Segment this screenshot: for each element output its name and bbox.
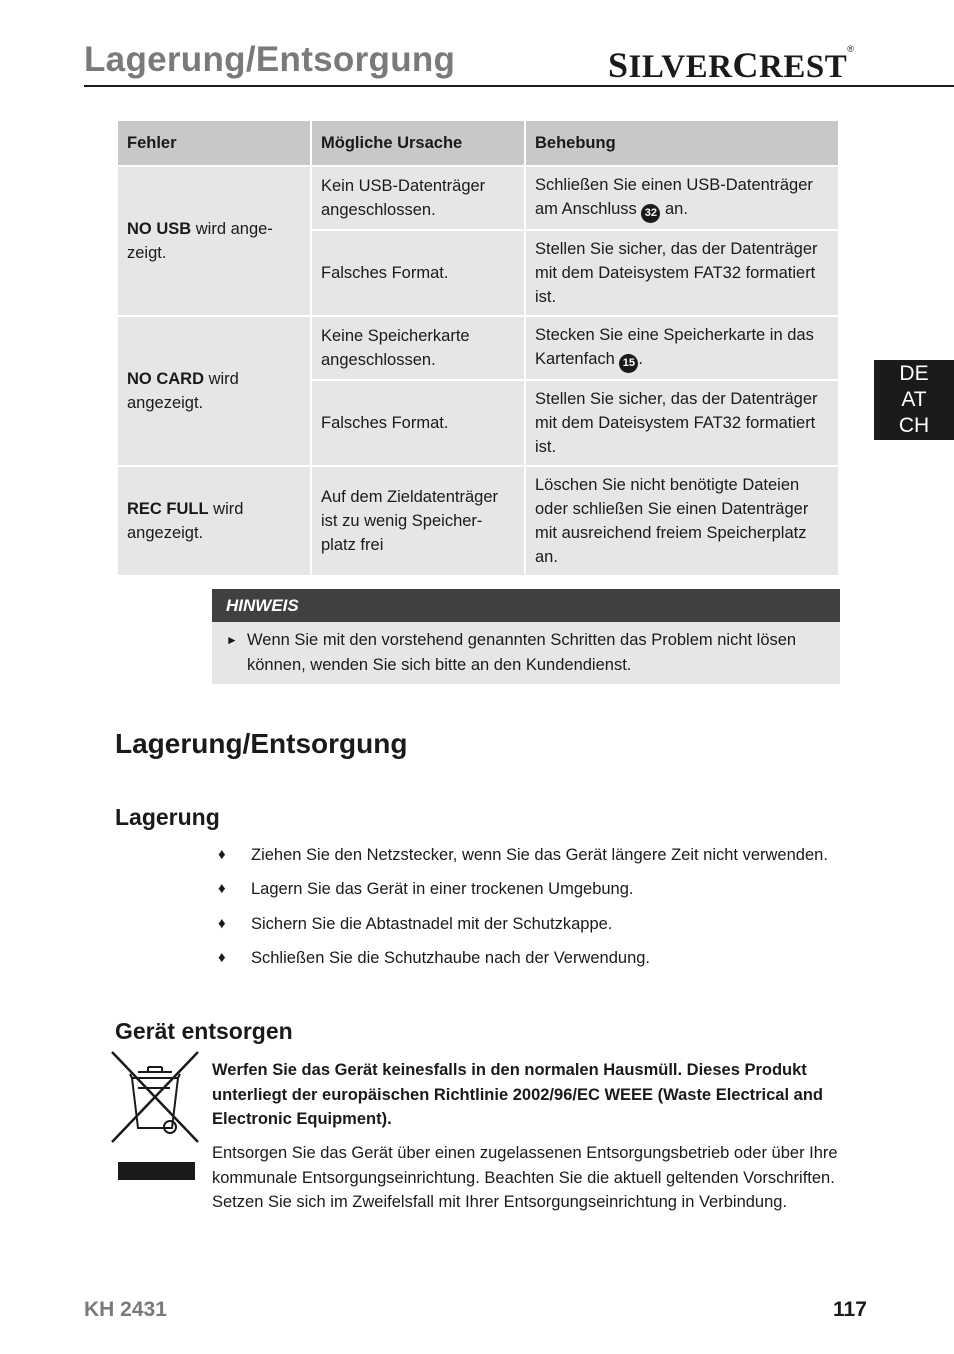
- brand-logo-rest: REST: [759, 49, 848, 85]
- fault-code: REC FULL: [127, 500, 209, 518]
- list-item: [218, 880, 828, 914]
- fix-cell: Stellen Sie sicher, das der Datenträger mit dem Dateisystem FAT32 formatiert ist.: [526, 381, 838, 465]
- list-item: [218, 949, 828, 983]
- table-row: [118, 167, 838, 229]
- brand-logo-c: C: [732, 45, 760, 85]
- list-item-text: Lagern Sie das Gerät in einer trockenen Umgebung.: [251, 880, 634, 899]
- cause-cell: Falsches Format.: [312, 381, 524, 465]
- table-row: [118, 317, 838, 379]
- brand-logo-ilver: ILVER: [628, 49, 733, 85]
- hint-box: [212, 589, 840, 684]
- cause-cell: Falsches Format.: [312, 231, 524, 315]
- hint-text: Wenn Sie mit den vorstehend genannten Schritten das Problem nicht lösen können, wenden Sie sich bitte an den Kundendienst.: [247, 631, 797, 674]
- header-cause: Mögliche Ursache: [312, 121, 524, 165]
- list-item-text: Schließen Sie die Schutzhaube nach der Verwendung.: [251, 948, 651, 967]
- disposal-heading: Gerät entsorgen: [115, 1018, 293, 1044]
- cause-cell: Auf dem Zieldatenträger ist zu wenig Speicher-platz frei: [312, 467, 524, 575]
- table-row: [118, 467, 838, 575]
- fix-cell: Stellen Sie sicher, das der Datenträger mit dem Dateisystem FAT32 formatiert ist.: [526, 231, 838, 315]
- fix-text-end: an.: [660, 200, 688, 218]
- diamond-bullet-icon: ♦: [218, 948, 226, 966]
- page-header-title: Lagerung/Entsorgung: [84, 40, 456, 79]
- header-fault: Fehler: [118, 121, 310, 165]
- disposal-text: Entsorgen Sie das Gerät über einen zugelassenen Entsorgungsbetrieb oder über Ihre kommunale Entsorgungseinrichtung. Beachten Sie die aktuell geltenden Vorschriften. Setzen Sie sich im Zweifelsfall mit Ihrer Entsorgungseinrichtung in Verbindung.: [212, 1144, 838, 1211]
- fault-cell: [118, 467, 310, 575]
- storage-list: [218, 846, 828, 983]
- model-number: KH 2431: [84, 1298, 167, 1321]
- diamond-bullet-icon: ♦: [218, 846, 226, 863]
- list-item-text: Sichern Sie die Abtastnadel mit der Schutzkappe.: [251, 914, 613, 933]
- brand-logo-s: S: [608, 45, 629, 85]
- fix-text: Schließen Sie einen USB-Datenträger am Anschluss: [535, 176, 813, 218]
- diamond-bullet-icon: ♦: [218, 914, 226, 932]
- fault-code: NO CARD: [127, 370, 204, 388]
- fault-code: NO USB: [127, 220, 192, 238]
- cause-cell: Kein USB-Datenträger angeschlossen.: [312, 167, 524, 229]
- fix-cell: [526, 317, 838, 379]
- fault-text: wird ange-zeigt.: [127, 220, 273, 262]
- fix-text-end: .: [638, 350, 643, 368]
- hint-title: HINWEIS: [212, 589, 840, 622]
- lang-at: AT: [901, 388, 927, 411]
- crossed-out-bin-icon: [110, 1050, 200, 1185]
- section-title: Lagerung/Entsorgung: [115, 728, 408, 759]
- arrow-right-icon: ►: [226, 633, 238, 647]
- page-number: 117: [833, 1298, 867, 1321]
- lang-de: DE: [899, 362, 929, 385]
- hint-body: [212, 622, 840, 684]
- disposal-warning: Werfen Sie das Gerät keinesfalls in den normalen Hausmüll. Dieses Produkt unterliegt der europäischen Richtlinie 2002/96/EC WEEE (Waste Electrical and Electronic Equipment).: [212, 1061, 823, 1128]
- fix-cell: Löschen Sie nicht benötigte Dateien oder schließen Sie einen Datenträger mit ausreichend freiem Speicherplatz an.: [526, 467, 838, 575]
- lang-ch: CH: [898, 414, 930, 437]
- registered-mark: ®: [847, 44, 855, 54]
- diamond-bullet-icon: ♦: [218, 880, 226, 898]
- storage-heading: Lagerung: [115, 804, 220, 830]
- fault-cell: [118, 317, 310, 465]
- troubleshooting-table: [116, 119, 840, 577]
- ref-number-icon: 32: [641, 204, 660, 223]
- language-tab: [874, 360, 954, 440]
- fault-cell: [118, 167, 310, 315]
- header-fix: Behebung: [526, 121, 838, 165]
- fault-text: wird angezeigt.: [127, 370, 239, 412]
- list-item: [218, 915, 828, 949]
- list-item: [218, 846, 828, 880]
- fix-cell: [526, 167, 838, 229]
- ref-number-icon: 15: [619, 354, 638, 373]
- header-rule: [84, 85, 954, 87]
- fix-text: Stecken Sie eine Speicherkarte in das Kartenfach: [535, 326, 814, 368]
- table-header-row: [118, 121, 838, 165]
- cause-cell: Keine Speicherkarte angeschlossen.: [312, 317, 524, 379]
- fault-text: wird angezeigt.: [127, 500, 244, 542]
- brand-logo: [608, 44, 854, 86]
- list-item-text: Ziehen Sie den Netzstecker, wenn Sie das Gerät längere Zeit nicht verwenden.: [251, 846, 828, 864]
